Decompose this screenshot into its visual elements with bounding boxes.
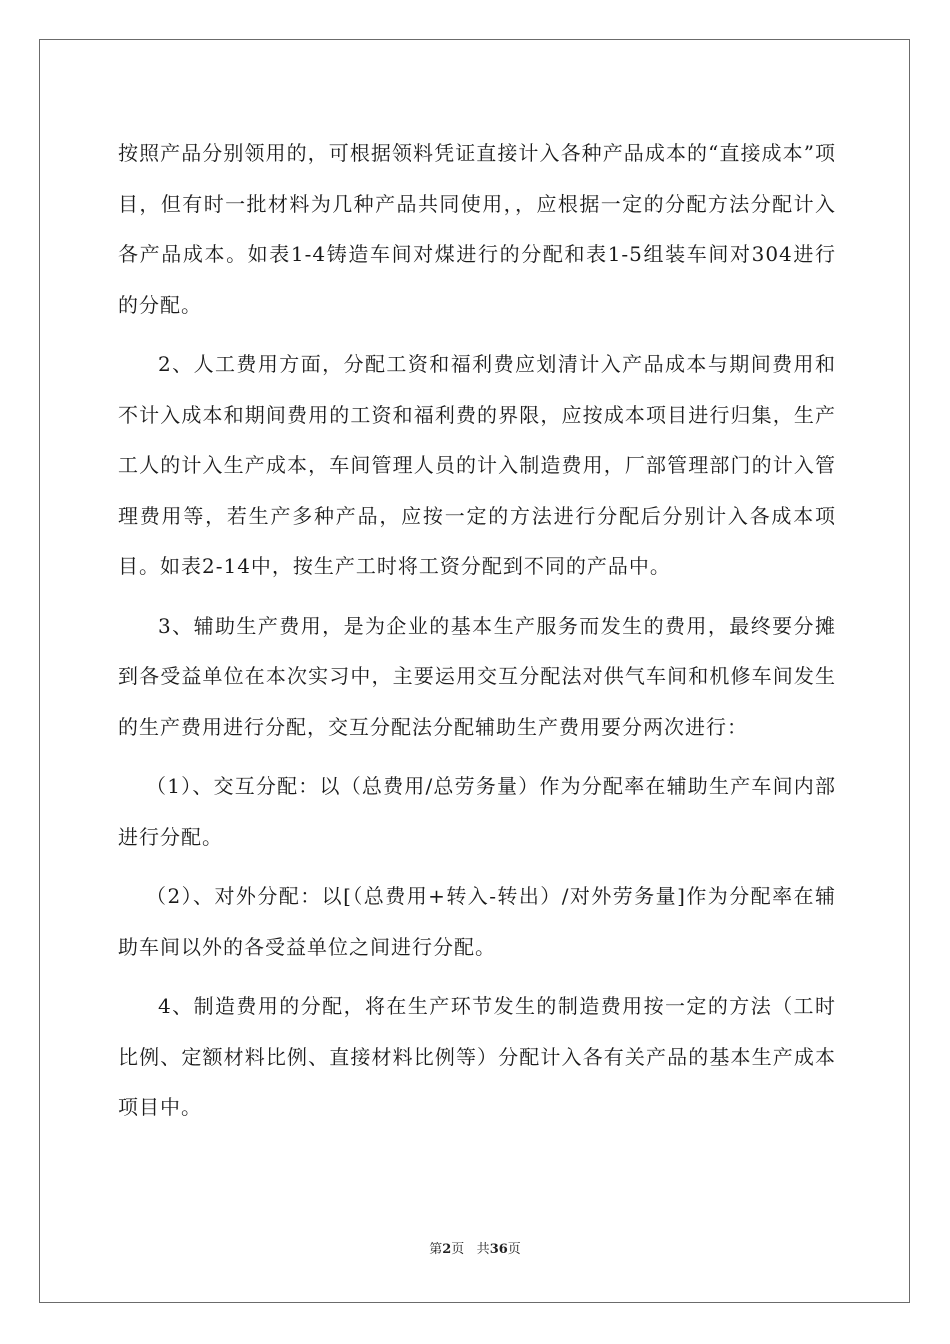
paragraph-overhead-allocation: 4、制造费用的分配，将在生产环节发生的制造费用按一定的方法（工时比例、定额材料比例、直接材料比例等）分配计入各有关产品的基本生产成本项目中。 <box>118 994 836 1119</box>
paragraph-mutual-allocation: （1）、交互分配：以（总费用/总劳务量）作为分配率在辅助生产车间内部进行分配。 <box>118 774 836 849</box>
page-label-prefix: 第 <box>429 1242 443 1257</box>
document-body <box>118 128 836 1142</box>
total-label-prefix: 共 <box>476 1242 490 1257</box>
page-number: 2 <box>442 1242 452 1257</box>
page-footer <box>0 1238 950 1257</box>
paragraph-auxiliary-costs: 3、辅助生产费用，是为企业的基本生产服务而发生的费用，最终要分摊到各受益单位在本次实习中，主要运用交互分配法对供气车间和机修车间发生的生产费用进行分配，交互分配法分配辅助生产费用要分两次进行： <box>118 613 836 739</box>
paragraph-labor-costs: 2、人工费用方面，分配工资和福利费应划清计入产品成本与期间费用和不计入成本和期间费用的工资和福利费的界限，应按成本项目进行归集，生产工人的计入生产成本，车间管理人员的计入制造费用，厂部管理部门的计入管理费用等，若生产多种产品，应按一定的方法进行分配后分别计入各成本项目。如表2-14中，按生产工时将工资分配到不同的产品中。 <box>118 352 836 578</box>
paragraph-external-allocation: （2）、对外分配：以[（总费用+转入-转出）/对外劳务量]作为分配率在辅助车间以外的各受益单位之间进行分配。 <box>118 884 836 959</box>
total-label-suffix: 页 <box>507 1242 521 1257</box>
paragraph-materials-continued: 按照产品分别领用的，可根据领料凭证直接计入各种产品成本的“直接成本”项目，但有时一批材料为几种产品共同使用，，应根据一定的分配方法分配计入各产品成本。如表1-4铸造车间对煤进行的分配和表1-5组装车间对304进行的分配。 <box>118 141 836 317</box>
page-label-suffix: 页 <box>451 1242 465 1257</box>
total-pages: 36 <box>489 1242 508 1257</box>
